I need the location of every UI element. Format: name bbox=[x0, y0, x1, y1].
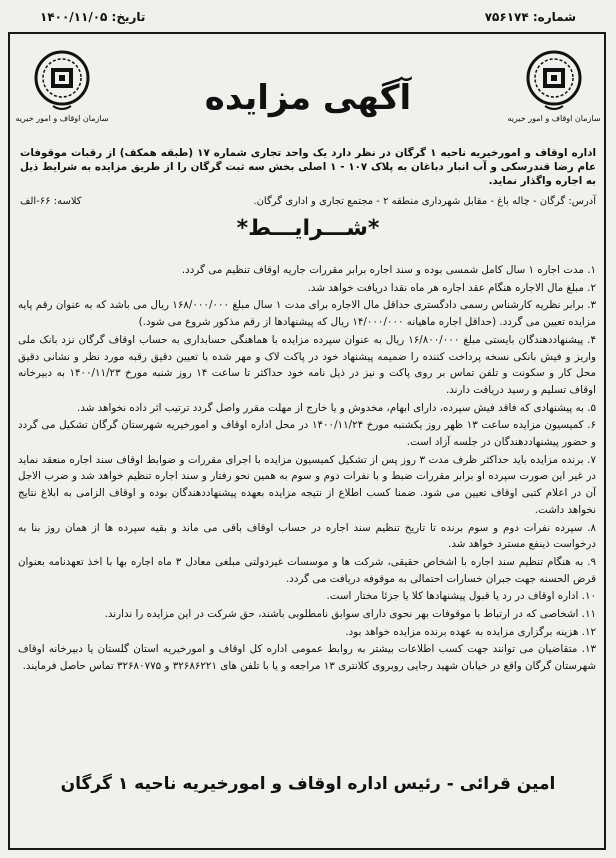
condition-item: ۱۱. اشخاصی که در ارتباط با موقوفات بهر نحوی دارای سوابق نامطلوبی باشند، حق شرکت در این مزایده را ندارند. bbox=[104, 608, 596, 621]
condition-item: ۶. کمیسیون مزایده ساعت ۱۳ ظهر روز یکشنبه مورخ ۱۴۰۰/۱۱/۲۴ در محل اداره اوقاف و امورخیریه شهرستان گرگان تشکیل می گردد و حضور پیشنهاددهندگان در جلسه آزاد است. bbox=[18, 419, 596, 449]
conditions-list bbox=[18, 262, 596, 676]
notice-title: آگهی مزایده bbox=[204, 78, 412, 118]
logo-caption-right: سازمان اوقاف و امور خیریه bbox=[507, 114, 601, 123]
awqaf-emblem-icon bbox=[525, 48, 583, 112]
condition-item: ۱۲. هزینه برگزاری مزایده به عهده برنده مزایده خواهد بود. bbox=[345, 625, 596, 638]
notice-date: تاریخ: ۱۴۰۰/۱۱/۰۵ bbox=[40, 10, 146, 24]
awqaf-emblem-icon bbox=[33, 48, 91, 112]
conditions-title: *شـــرایـــط* bbox=[236, 216, 380, 241]
notice-address: آدرس: گرگان - چاله باغ - مقابل شهرداری منطقه ۲ - مجتمع تجاری و اداری گرگان. bbox=[253, 196, 596, 207]
notice-kelaseh: کلاسه: ۶۶-الف bbox=[20, 196, 82, 207]
notice-intro: اداره اوقاف و امورخیریه ناحیه ۱ گرگان در نظر دارد یک واحد تجاری شماره ۱۷ (طبقه همکف) از رقبات موقوفات عام رضا قندرسکی و آب انبار دباغان به پلاک ۱۰۷ - ۱ اصلی بخش سه ثبت گرگان را از طریق مزایده به شرایط ذیل به اجاره واگذار نماید. bbox=[20, 147, 597, 187]
notice-address-row bbox=[20, 196, 596, 210]
condition-item: ۳. برابر نظریه کارشناس رسمی دادگستری حداقل مال الاجاره برای مدت ۱ سال مبلغ ۱۶۸/۰۰۰/۰۰۰ ریال می باشد که به عنوان رقم پایه مزایده تعیین می گردد. (حداقل اجاره ماهیانه ۱۴/۰۰۰/۰۰۰ ریال که پیشنهادها از رقم مذکور شروع می شود.) bbox=[18, 299, 597, 329]
awqaf-logo-right bbox=[504, 48, 604, 123]
notice-topline bbox=[8, 6, 608, 32]
notice-number: شماره: ۷۵۶۱۷۴ bbox=[484, 10, 576, 24]
condition-item: ۵. به پیشنهادی که فاقد فیش سپرده، دارای ابهام، مخدوش و یا خارج از مهلت مقرر واصل گردد ترتیب اثر داده نخواهد شد. bbox=[77, 401, 596, 414]
logo-caption-left: سازمان اوقاف و امور خیریه bbox=[15, 114, 109, 123]
notice-header bbox=[12, 40, 604, 150]
condition-item: ۴. پیشنهاددهندگان بایستی مبلغ ۱۶/۸۰۰/۰۰۰ ریال به عنوان سپرده مزایده با هماهنگی حسابداری به حساب اوقاف گرگان نزد بانک ملی واریز و فیش بانکی نسخه پرداخت کننده را ضمیمه پیشنهاد خود در پاکت لاک و مهر شده با تعیین دقیق رقبه مورد نظر و نشانی دقیق محل کار و سکونت و تلفن تماس بر روی پاکت و نیز در ذیل نامه خود حداکثر تا ساعت ۱۴ روز شنبه مورخ ۱۴۰۰/۱۱/۲۳ به دبیرخانه اوقاف تسلیم و رسید دریافت دارند. bbox=[18, 333, 597, 396]
notice-signature: امین قرائی - رئیس اداره اوقاف و امورخیریه ناحیه ۱ گرگان bbox=[60, 774, 556, 794]
condition-item: ۸. سپرده نفرات دوم و سوم برنده تا تاریخ تنظیم سند اجاره در حساب اوقاف باقی می ماند و بقیه سپرده ها از همان روز بنا به درخواست ذینفع مسترد خواهد شد. bbox=[18, 521, 596, 551]
condition-item: ۱. مدت اجاره ۱ سال کامل شمسی بوده و سند اجاره برابر مقررات جاریه اوقاف تنظیم می گردد. bbox=[181, 264, 596, 276]
condition-item: ۱۰. اداره اوقاف در رد یا قبول پیشنهادها کلا یا جزئا مختار است. bbox=[326, 590, 596, 603]
condition-item: ۷. برنده مزایده باید حداکثر ظرف مدت ۳ روز پس از تشکیل کمیسیون مزایده با اجرای مقررات و ضوابط اوقاف سند اجاره منعقد نماید در غیر این صورت سپرده او برابر مقررات ضبط و با نفرات دوم و سوم به همین نحو رفتار و سند اجاره تنظیم خواهد شد و ضرب الاجل آن در اعلام کتبی اوقاف تعیین می شود. ضمنا کسب اطلاع از نتیجه مزایده بعهده پیشنهاددهندگان بوده و اوقاف الزامی به ابلاغ نتایج نخواهد داشت. bbox=[18, 453, 596, 516]
condition-item: ۱۳. متقاضیان می توانند جهت کسب اطلاعات بیشتر به روابط عمومی اداره کل اوقاف و امورخیریه استان گلستان یا دبیرخانه اوقاف شهرستان گرگان واقع در خیابان شهید رجایی روبروی کلانتری ۱۳ مراجعه و یا با تلفن های ۳۲۶۸۶۲۲۱ و ۳۲۶۸۰۷۷۵ تماس حاصل فرمایند. bbox=[18, 643, 596, 673]
condition-item: ۲. مبلغ مال الاجاره هنگام عقد اجاره هر ماه نقدا دریافت خواهد شد. bbox=[307, 281, 596, 294]
awqaf-logo-left bbox=[12, 48, 112, 123]
condition-item: ۹. به هنگام تنظیم سند اجاره با اشخاص حقیقی، شرکت ها و موسسات غیردولتی مبلغی معادل ۳ ماه اجاره بها با اخذ تعهدنامه بعنوان قرض الحسنه جهت جبران خسارات احتمالی به موقوفه دریافت می گردد. bbox=[18, 555, 597, 585]
